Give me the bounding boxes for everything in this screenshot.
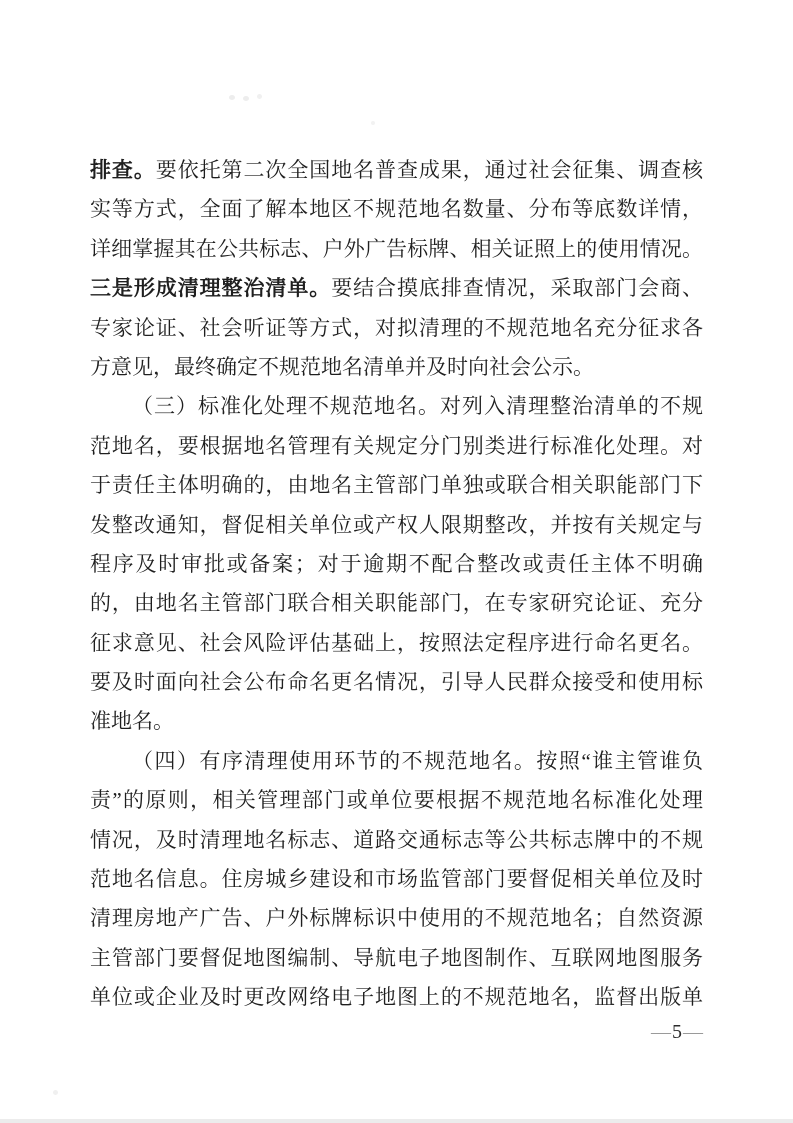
text-line <box>90 545 703 584</box>
text-line <box>90 978 703 1017</box>
bold-heading-run: 三是形成清理整治清单。 <box>90 276 332 301</box>
text-line <box>90 584 703 623</box>
text-line <box>90 781 703 820</box>
text-run: 要结合摸底排查情况，采取部门会商、 <box>331 276 703 301</box>
text-line <box>90 624 703 663</box>
text-run: 责”的原则，相关管理部门或单位要根据不规范地名标准化处理 <box>90 788 703 813</box>
page-footer <box>90 1022 711 1042</box>
text-run: 要及时面向社会公布命名更名情况，引导人民群众接受和使用标 <box>90 670 703 695</box>
text-line <box>90 860 703 899</box>
text-run: 方意见，最终确定不规范地名清单并及时向社会公示。 <box>90 354 594 379</box>
footer-dash-right: — <box>683 1021 703 1043</box>
text-line <box>90 899 703 938</box>
text-line <box>90 506 703 545</box>
footer-dash-left: — <box>651 1021 671 1043</box>
scan-artifact <box>229 95 235 100</box>
text-run: 征求意见、社会风险评估基础上，按照法定程序进行命名更名。 <box>90 630 703 655</box>
text-line <box>90 702 703 741</box>
text-run: 单位或企业及时更改网络电子地图上的不规范地名，监督出版单 <box>90 985 703 1010</box>
text-line <box>90 663 703 702</box>
section-heading: （四）有序清理使用环节的不规范地名。 <box>132 748 537 773</box>
text-line <box>90 348 703 387</box>
scan-artifact <box>257 94 262 99</box>
text-run: 于责任主体明确的，由地名主管部门单独或联合相关职能部门下 <box>90 473 703 498</box>
text-line <box>90 427 703 466</box>
text-run: 主管部门要督促地图编制、导航电子地图制作、互联网地图服务 <box>90 945 703 970</box>
scan-artifact <box>53 1090 58 1095</box>
bold-heading-run: 排查。 <box>90 158 156 182</box>
text-run: 详细掌握其在公共标志、户外广告标牌、相关证照上的使用情况。 <box>90 236 703 261</box>
text-line <box>90 309 703 348</box>
scan-artifact <box>243 96 249 101</box>
text-run: 范地名信息。住房城乡建设和市场监管部门要督促相关单位及时 <box>90 867 703 892</box>
scan-artifact <box>371 121 375 125</box>
text-line <box>90 466 703 505</box>
text-run: 发整改通知，督促相关单位或产权人限期整改，并按有关规定与 <box>90 512 703 537</box>
text-run: 实等方式，全面了解本地区不规范地名数量、分布等底数详情， <box>90 197 703 222</box>
text-line <box>90 151 703 190</box>
text-line <box>90 742 703 781</box>
text-line <box>90 387 703 426</box>
scan-edge <box>0 1119 793 1123</box>
text-run: 要依托第二次全国地名普查成果，通过社会征集、调查核 <box>155 158 703 182</box>
text-run: 的，由地名主管部门联合相关职能部门，在专家研究论证、充分 <box>90 591 703 616</box>
text-line <box>90 269 703 308</box>
body-text <box>90 151 703 1018</box>
section-heading: （三）标准化处理不规范地名。 <box>132 394 440 419</box>
text-run: 清理房地产广告、户外标牌标识中使用的不规范地名；自然资源 <box>90 906 703 931</box>
text-line <box>90 190 703 229</box>
text-run: 情况，及时清理地名标志、道路交通标志等公共标志牌中的不规 <box>90 827 703 852</box>
text-line <box>90 230 703 269</box>
page-number: 5 <box>672 1021 682 1043</box>
text-run: 专家论证、社会听证等方式，对拟清理的不规范地名充分征求各 <box>90 315 703 340</box>
text-run: 对列入清理整治清单的不规 <box>440 394 703 419</box>
text-line <box>90 821 703 860</box>
text-run: 程序及时审批或备案；对于逾期不配合整改或责任主体不明确 <box>90 551 703 576</box>
text-line <box>90 939 703 978</box>
text-run: 按照“谁主管谁负 <box>536 748 703 773</box>
text-run: 范地名，要根据地名管理有关规定分门别类进行标准化处理。对 <box>90 433 703 458</box>
text-run: 准地名。 <box>90 709 174 734</box>
